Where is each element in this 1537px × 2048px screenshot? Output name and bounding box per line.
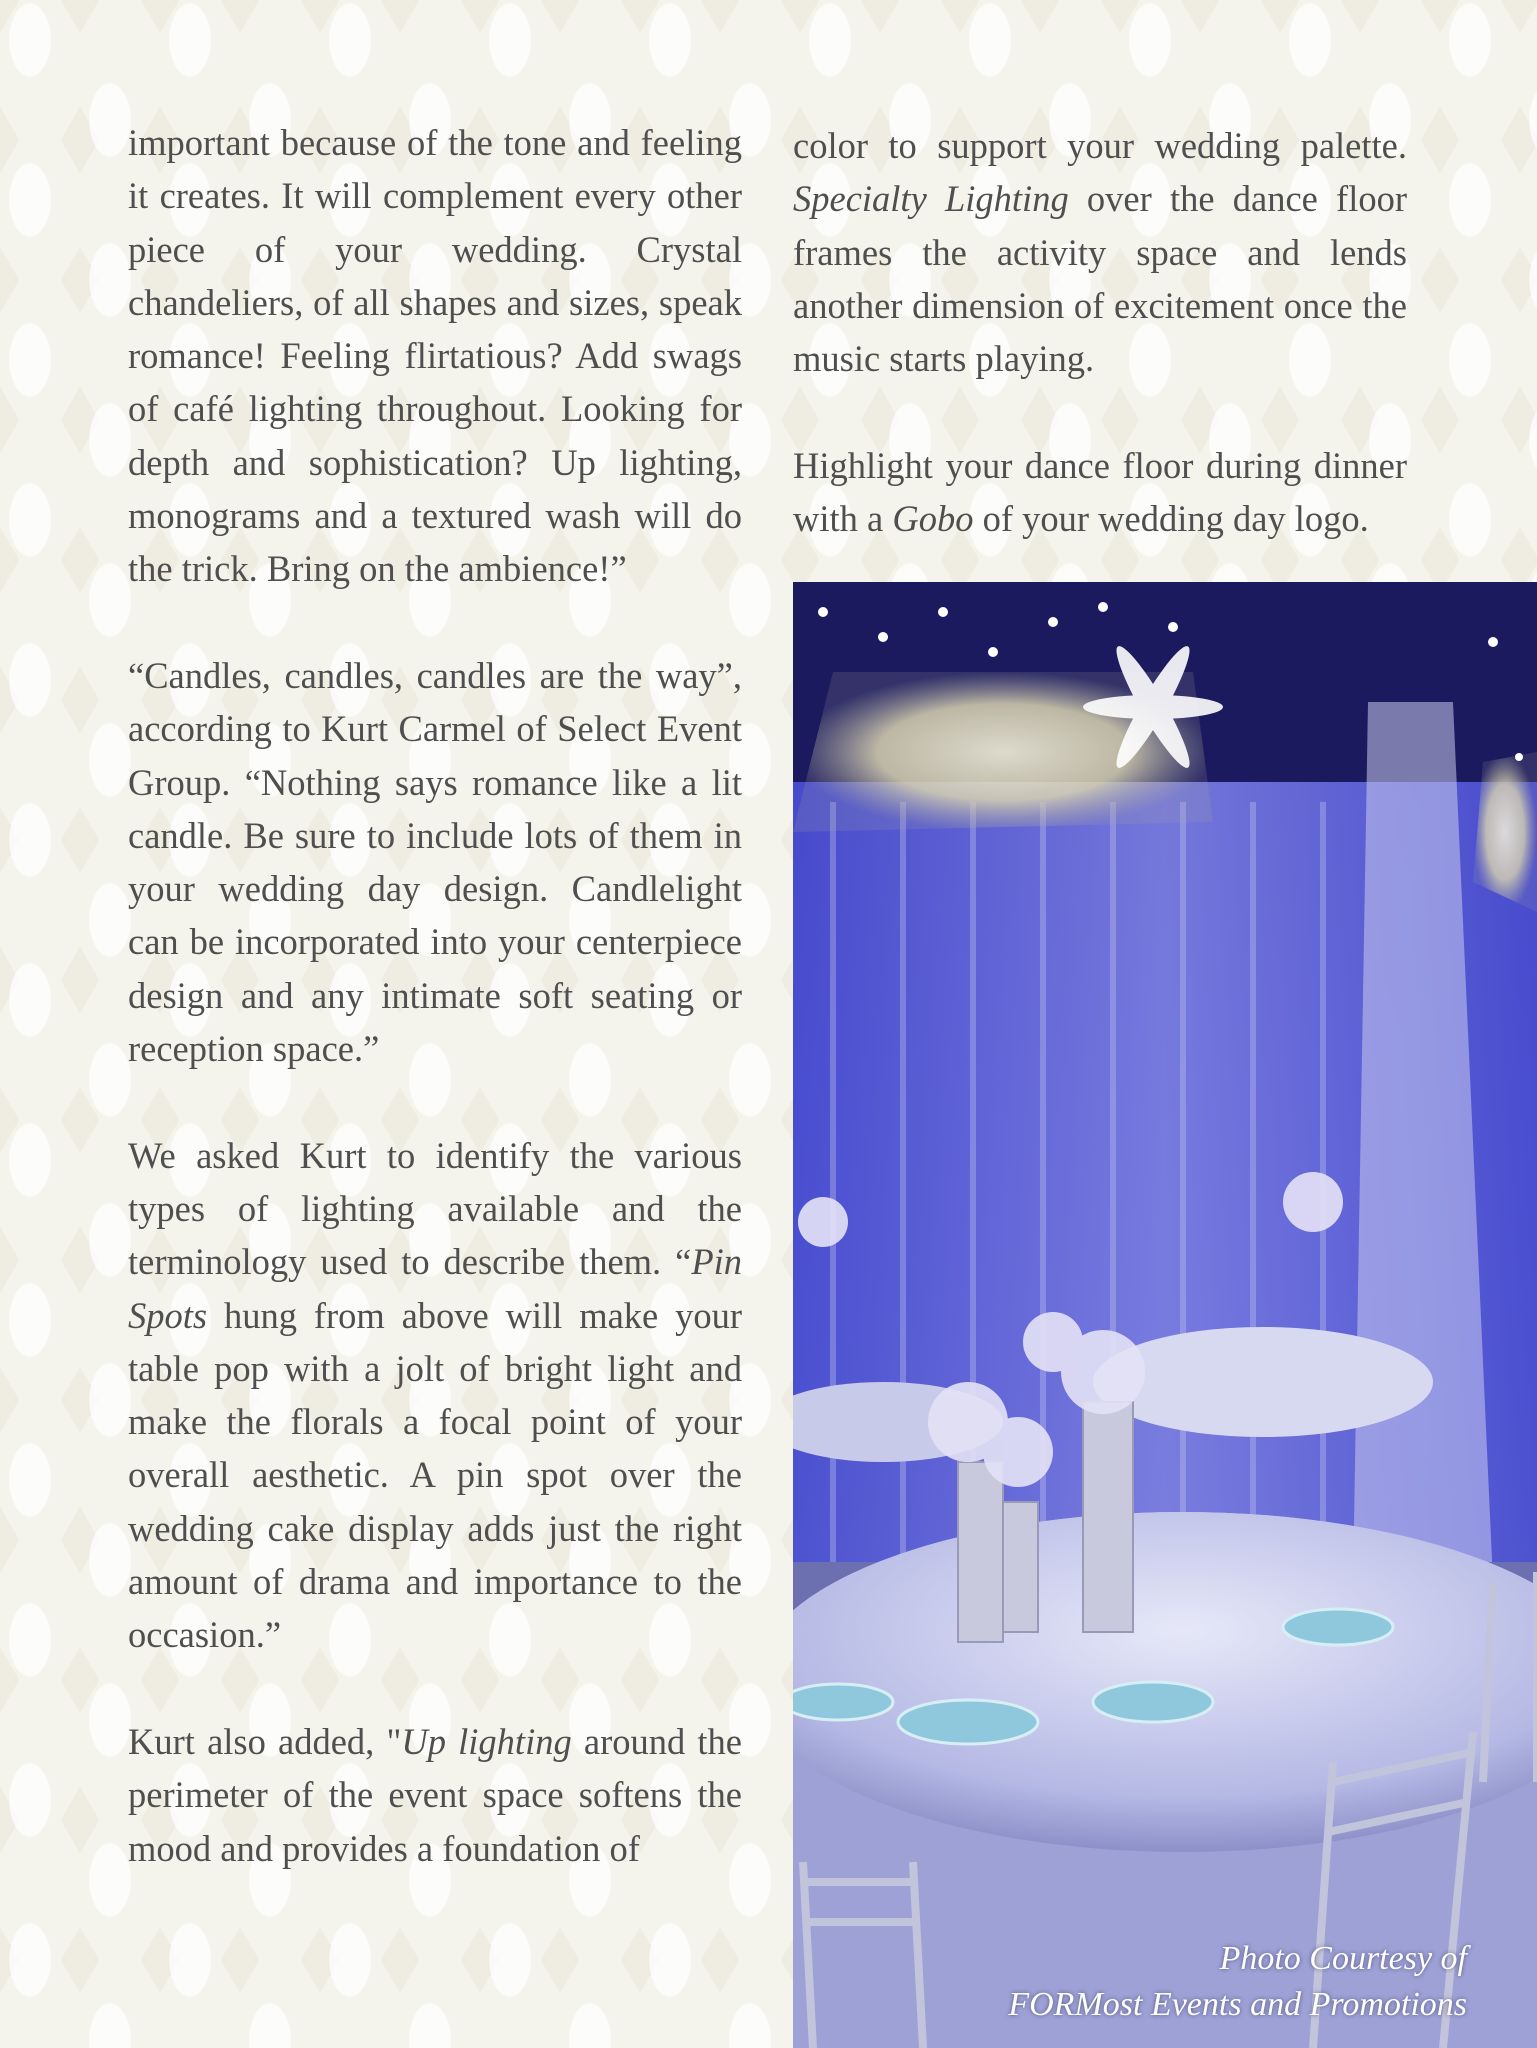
paragraph-up-lighting: Kurt also added, "Up lighting around the perimeter of the event space softens the mood and provides a foundation of [128,1720,742,1869]
term-gobo: Gobo [892,498,974,540]
right-text-column [793,119,1407,545]
paragraph-gobo: Highlight your dance floor during dinner with a Gobo of your wedding day logo. [793,444,1407,540]
term-specialty-lighting: Specialty Lighting [793,178,1069,220]
back-table [1093,1327,1433,1437]
left-text-column [128,116,742,1875]
paragraph-lighting-tone: important because of the tone and feeling it creates. It will complement every other piece of your wedding. Crystal chandeliers, of all shapes and sizes, speak romance! Feeling flirtatious? Add swags of café lighting throughout. Looking for depth and sophistication? Up lighting, monograms and a textured wash will do the trick. Bring on the ambience!” [128,122,742,590]
reception-hall-photo [793,582,1537,2048]
photo-credit: Photo Courtesy of FORMost Events and Promotions [1008,1940,1467,2023]
paragraph-specialty-lighting: color to support your wedding palette. Specialty Lighting over the dance floor frames the activity space and lends another dimension of excitement once the music starts playing. [793,125,1408,380]
term-up-lighting: Up lighting [401,1720,572,1762]
term-pin-spots: Pin Spots [128,1241,742,1336]
photo-illustration [793,582,1537,2048]
paragraph-candles: “Candles, candles, candles are the way”, according to Kurt Carmel of Select Event Group. “Nothing says romance like a lit candle. Be sure to include lots of them in your wedding day design. Candlelight can be incorporated into your centerpiece design and any intimate soft seating or reception space.” [128,654,742,1070]
paragraph-pin-spots: We asked Kurt to identify the various types of lighting available and the terminology used to describe them. “Pin Spots hung from above will make your table pop with a jolt of bright light and make the florals a focal point of your overall aesthetic. A pin spot over the wedding cake display adds just the right amount of drama and importance to the occasion.” [128,1134,742,1656]
